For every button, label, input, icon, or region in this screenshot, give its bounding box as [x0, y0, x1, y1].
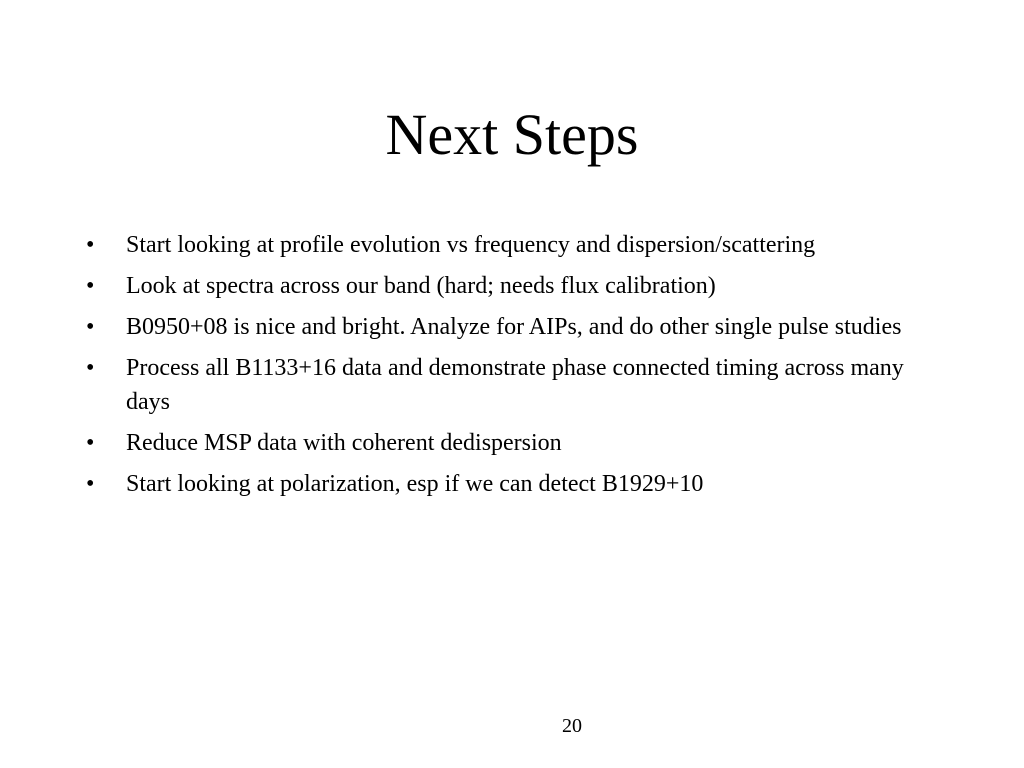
page-number: 20 [562, 715, 582, 737]
bullet-list [86, 228, 916, 508]
bullet-item [86, 351, 916, 419]
bullet-text: Reduce MSP data with coherent dedispersion [126, 430, 562, 456]
bullet-icon: • [86, 355, 95, 381]
bullet-text: Start looking at polarization, esp if we can detect B1929+10 [126, 471, 704, 497]
bullet-item [86, 467, 916, 501]
bullet-icon: • [86, 232, 95, 258]
bullet-icon: • [86, 273, 95, 299]
bullet-item [86, 426, 916, 460]
slide-title: Next Steps [385, 102, 639, 167]
bullet-item [86, 310, 916, 344]
bullet-text: Process all B1133+16 data and demonstrate phase connected timing across many days [126, 355, 904, 415]
bullet-icon: • [86, 430, 95, 456]
bullet-text: B0950+08 is nice and bright. Analyze for AIPs, and do other single pulse studies [126, 314, 902, 340]
bullet-icon: • [86, 314, 95, 340]
bullet-text: Start looking at profile evolution vs frequency and dispersion/scattering [126, 232, 816, 258]
bullet-item [86, 269, 916, 303]
bullet-icon: • [86, 471, 95, 497]
bullet-text: Look at spectra across our band (hard; needs flux calibration) [126, 273, 716, 299]
bullet-item [86, 228, 916, 262]
